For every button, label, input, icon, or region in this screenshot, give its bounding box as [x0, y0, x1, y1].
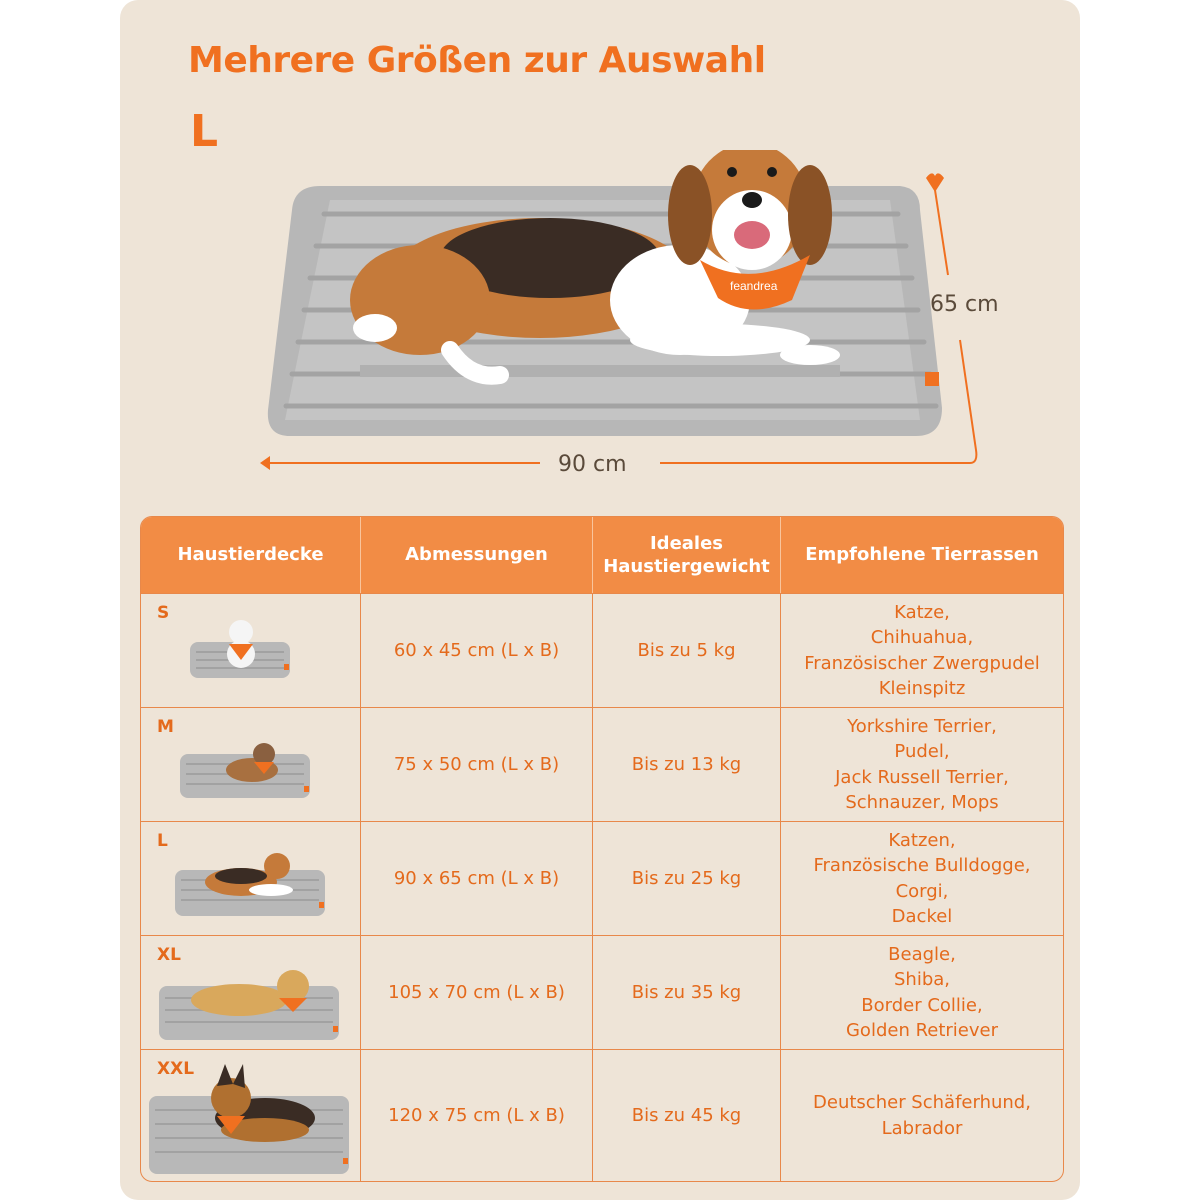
weight-cell: Bis zu 45 kg	[593, 1050, 781, 1181]
breeds-cell	[781, 708, 1063, 821]
mat-xxl-thumbnail	[145, 1058, 357, 1178]
breed-item: Französische Bulldogge,	[813, 855, 1031, 877]
header-weight: Ideales Haustiergewicht	[593, 517, 781, 593]
size-label: L	[157, 831, 168, 851]
breeds-cell	[781, 936, 1063, 1049]
breed-item: Yorkshire Terrier,	[847, 716, 997, 738]
weight-cell: Bis zu 13 kg	[593, 708, 781, 821]
breeds-cell	[781, 1050, 1063, 1181]
mat-s-thumbnail	[186, 614, 296, 686]
table-row	[141, 707, 1063, 821]
weight-cell: Bis zu 25 kg	[593, 822, 781, 935]
header-dimensions: Abmessungen	[361, 517, 593, 593]
mat-m-thumbnail	[176, 736, 316, 808]
table-row	[141, 935, 1063, 1049]
dimensions-cell: 60 x 45 cm (L x B)	[361, 594, 593, 707]
size-cell	[141, 936, 361, 1049]
breed-item: Chihuahua,	[870, 627, 974, 649]
dimensions-cell: 90 x 65 cm (L x B)	[361, 822, 593, 935]
header-breeds: Empfohlene Tierrassen	[805, 544, 1039, 566]
size-label: XL	[157, 945, 181, 965]
weight-cell: Bis zu 5 kg	[593, 594, 781, 707]
breed-item: Katze,	[894, 602, 950, 624]
hero-illustration	[120, 150, 1080, 490]
breed-item: Pudel,	[894, 741, 950, 763]
product-card	[120, 0, 1080, 1200]
size-cell	[141, 708, 361, 821]
mat-xl-thumbnail	[155, 954, 347, 1046]
size-label: S	[157, 603, 170, 623]
breed-item: Kleinspitz	[878, 677, 966, 699]
breeds-cell	[781, 822, 1063, 935]
table-row	[141, 821, 1063, 935]
breed-item: Beagle,	[888, 944, 956, 966]
table-header	[141, 517, 1063, 593]
breed-item: Border Collie,	[861, 994, 983, 1016]
width-label: 90 cm	[558, 452, 627, 477]
size-table	[140, 516, 1064, 1182]
mat-l-thumbnail	[171, 842, 331, 922]
depth-dimension-arrow	[926, 173, 948, 275]
breed-item: Labrador	[881, 1117, 963, 1139]
breed-item: Deutscher Schäferhund,	[813, 1092, 1031, 1114]
dimensions-cell: 75 x 50 cm (L x B)	[361, 708, 593, 821]
breed-item: Golden Retriever	[845, 1019, 999, 1041]
size-cell	[141, 1050, 361, 1181]
depth-label: 65 cm	[930, 292, 999, 317]
breed-item: Dackel	[891, 905, 953, 927]
table-row	[141, 1049, 1063, 1181]
breeds-cell	[781, 594, 1063, 707]
header-pet-mat: Haustierdecke	[141, 517, 361, 593]
size-cell	[141, 822, 361, 935]
breed-item: Katzen,	[888, 830, 956, 852]
dimensions-cell: 105 x 70 cm (L x B)	[361, 936, 593, 1049]
table-row	[141, 593, 1063, 707]
size-label: XXL	[157, 1059, 195, 1079]
size-label: M	[157, 717, 174, 737]
breed-item: Französischer Zwergpudel	[804, 652, 1040, 674]
page-title: Mehrere Größen zur Auswahl	[188, 40, 766, 81]
breed-item: Jack Russell Terrier,	[835, 766, 1009, 788]
dimensions-cell: 120 x 75 cm (L x B)	[361, 1050, 593, 1181]
weight-cell: Bis zu 35 kg	[593, 936, 781, 1049]
brand-label: feandrea	[730, 279, 778, 293]
breed-item: Shiba,	[893, 969, 950, 991]
current-size-label: L	[190, 106, 219, 157]
breed-item: Corgi,	[895, 880, 949, 902]
breed-item: Schnauzer, Mops	[845, 791, 999, 813]
size-cell	[141, 594, 361, 707]
